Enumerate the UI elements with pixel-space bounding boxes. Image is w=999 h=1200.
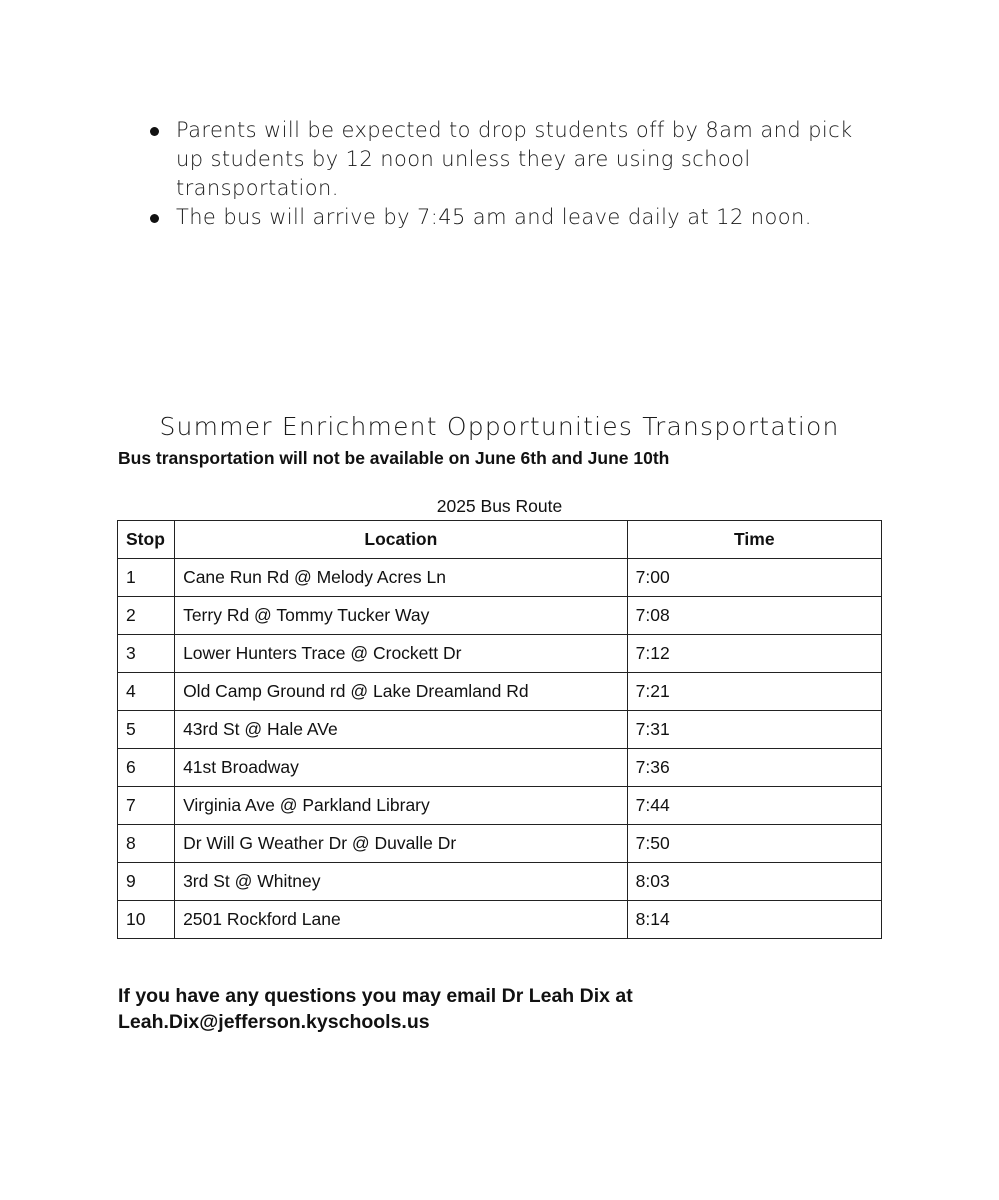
table-row — [118, 711, 882, 749]
stop-location: Lower Hunters Trace @ Crockett Dr — [175, 635, 628, 673]
header-time: Time — [627, 521, 881, 559]
table-row — [118, 559, 882, 597]
page-title: Summer Enrichment Opportunities Transportation — [159, 412, 840, 441]
stop-location: 2501 Rockford Lane — [175, 901, 628, 939]
stop-time: 7:12 — [627, 635, 881, 673]
stop-time: 7:36 — [627, 749, 881, 787]
info-bullet-list — [148, 116, 868, 232]
contact-info — [118, 983, 838, 1035]
stop-time: 7:21 — [627, 673, 881, 711]
contact-line: If you have any questions you may email Dr Leah Dix at — [118, 985, 633, 1007]
stop-location: Terry Rd @ Tommy Tucker Way — [175, 597, 628, 635]
table-header-row — [118, 521, 882, 559]
availability-notice: Bus transportation will not be available on June 6th and June 10th — [118, 448, 670, 468]
stop-number: 8 — [118, 825, 175, 863]
stop-number: 6 — [118, 749, 175, 787]
stop-number: 10 — [118, 901, 175, 939]
stop-number: 7 — [118, 787, 175, 825]
table-row — [118, 863, 882, 901]
stop-time: 7:50 — [627, 825, 881, 863]
table-row — [118, 597, 882, 635]
stop-location: Old Camp Ground rd @ Lake Dreamland Rd — [175, 673, 628, 711]
stop-number: 1 — [118, 559, 175, 597]
table-row — [118, 825, 882, 863]
stop-location: Virginia Ave @ Parkland Library — [175, 787, 628, 825]
stop-time: 7:08 — [627, 597, 881, 635]
table-caption: 2025 Bus Route — [436, 496, 563, 516]
stop-time: 8:03 — [627, 863, 881, 901]
stop-time: 7:44 — [627, 787, 881, 825]
stop-location: 41st Broadway — [175, 749, 628, 787]
stop-location: Cane Run Rd @ Melody Acres Ln — [175, 559, 628, 597]
stop-number: 4 — [118, 673, 175, 711]
stop-number: 5 — [118, 711, 175, 749]
stop-number: 3 — [118, 635, 175, 673]
stop-time: 7:00 — [627, 559, 881, 597]
table-row — [118, 787, 882, 825]
bullet-item-bus-times: The bus will arrive by 7:45 am and leave daily at 12 noon. — [148, 203, 868, 232]
table-row — [118, 673, 882, 711]
stop-time: 7:31 — [627, 711, 881, 749]
table-row — [118, 901, 882, 939]
stop-time: 8:14 — [627, 901, 881, 939]
bus-route-table — [117, 520, 882, 939]
stop-location: 3rd St @ Whitney — [175, 863, 628, 901]
stop-location: Dr Will G Weather Dr @ Duvalle Dr — [175, 825, 628, 863]
stop-location: 43rd St @ Hale AVe — [175, 711, 628, 749]
table-row — [118, 635, 882, 673]
table-row — [118, 749, 882, 787]
stop-number: 9 — [118, 863, 175, 901]
bullet-item-dropoff: Parents will be expected to drop students off by 8am and pick up students by 12 noon unless they are using school transportation. — [148, 116, 868, 203]
contact-email: Leah.Dix@jefferson.kyschools.us — [118, 1011, 430, 1033]
header-location: Location — [175, 521, 628, 559]
header-stop: Stop — [118, 521, 175, 559]
stop-number: 2 — [118, 597, 175, 635]
